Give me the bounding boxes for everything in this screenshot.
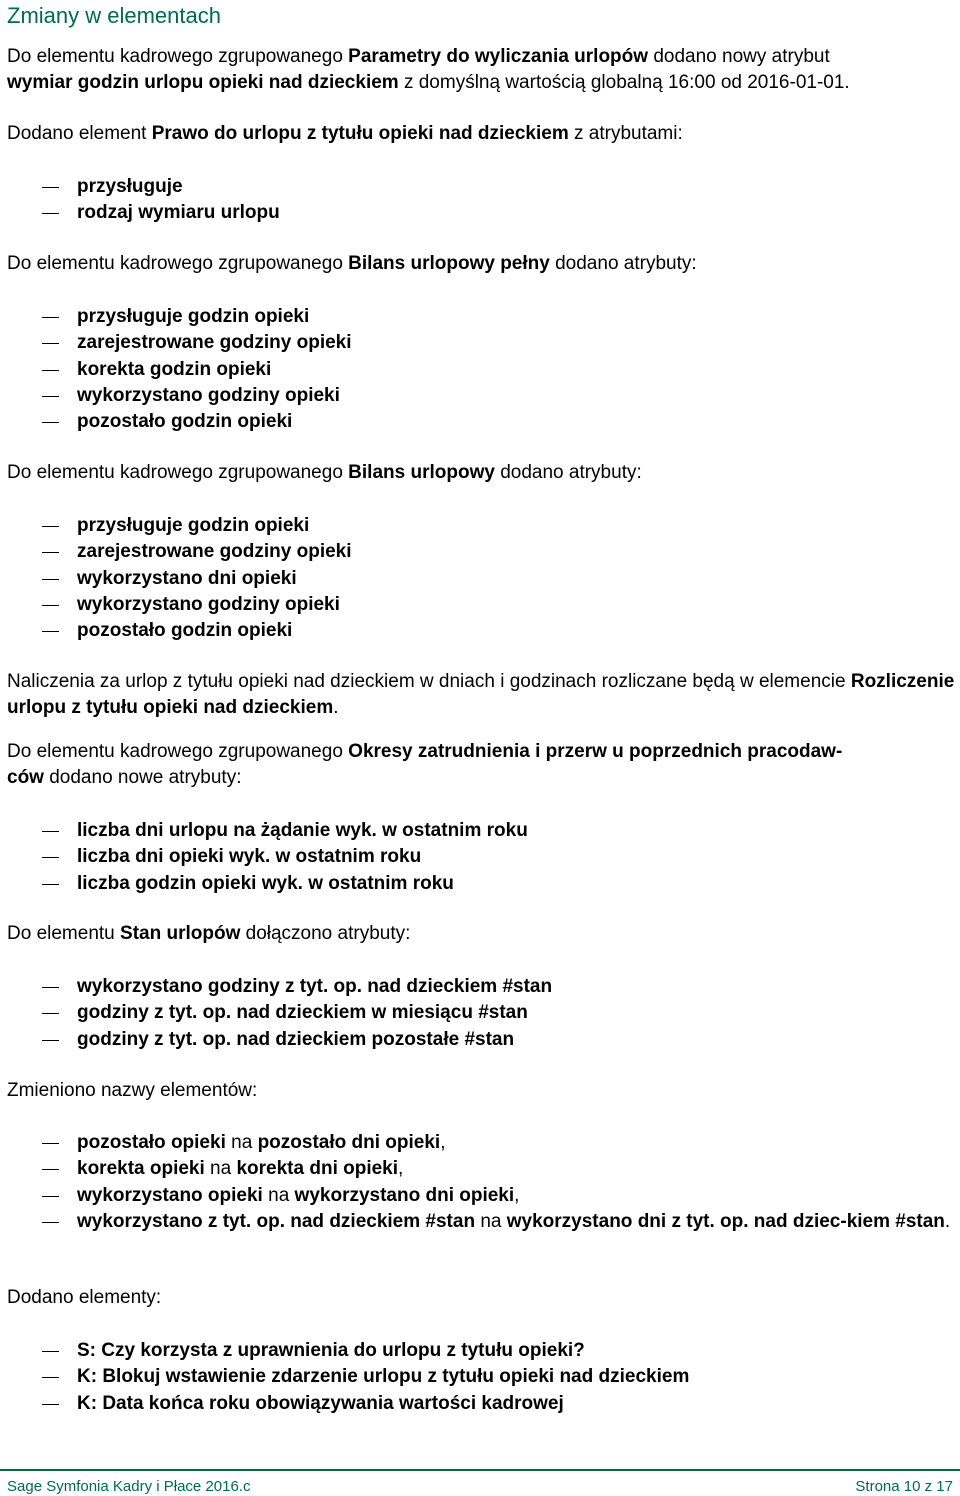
list-item: wykorzystano dni opieki <box>0 566 953 592</box>
dash-bullet-icon <box>42 884 59 885</box>
dash-bullet-icon <box>42 343 59 344</box>
list-bilans-pelny-attributes <box>0 304 960 435</box>
list-item: pozostało opieki na pozostało dni opieki, <box>0 1130 953 1156</box>
dash-bullet-icon <box>42 857 59 858</box>
dash-bullet-icon <box>42 1196 59 1197</box>
dash-bullet-icon <box>42 579 59 580</box>
footer-product-name: Sage Symfonia Kadry i Płace 2016.c <box>7 1478 251 1495</box>
dash-bullet-icon <box>42 213 59 214</box>
list-item: wykorzystano z tyt. op. nad dzieckiem #stan na wykorzystano dni z tyt. op. nad dziec-kiem #stan. <box>0 1209 953 1235</box>
paragraph-parametry: Do elementu kadrowego zgrupowanego Parametry do wyliczania urlopów dodano nowy atrybut wymiar godzin urlopu opieki nad dzieckiem z domyślną wartością globalną 16:00 od 2016-01-01. <box>7 46 850 93</box>
list-okresy-attributes <box>0 818 960 897</box>
list-item: liczba godzin opieki wyk. w ostatnim roku <box>0 871 953 897</box>
dash-bullet-icon <box>42 605 59 606</box>
dash-bullet-icon <box>42 1404 59 1405</box>
list-item: wykorzystano godziny opieki <box>0 592 953 618</box>
list-item: K: Data końca roku obowiązywania wartości kadrowej <box>0 1391 953 1417</box>
list-item: wykorzystano godziny opieki <box>0 383 953 409</box>
list-renamed-elements <box>0 1130 960 1235</box>
dash-bullet-icon <box>42 1169 59 1170</box>
dash-bullet-icon <box>42 1377 59 1378</box>
dash-bullet-icon <box>42 1351 59 1352</box>
list-item: rodzaj wymiaru urlopu <box>0 200 953 226</box>
list-item: liczba dni urlopu na żądanie wyk. w ostatnim roku <box>0 818 953 844</box>
list-bilans-attributes <box>0 513 960 644</box>
paragraph-bilans: Do elementu kadrowego zgrupowanego Bilans urlopowy dodano atrybuty: <box>7 462 642 483</box>
dash-bullet-icon <box>42 552 59 553</box>
list-item: przysługuje godzin opieki <box>0 304 953 330</box>
list-item: K: Blokuj wstawienie zdarzenie urlopu z tytułu opieki nad dzieckiem <box>0 1364 953 1390</box>
list-prawo-attributes <box>0 174 960 227</box>
list-item: wykorzystano godziny z tyt. op. nad dzieckiem #stan <box>0 974 953 1000</box>
list-item: przysługuje <box>0 174 953 200</box>
section-heading: Zmiany w elementach <box>7 3 221 28</box>
list-item: godziny z tyt. op. nad dzieckiem w miesiącu #stan <box>0 1000 953 1026</box>
list-item: S: Czy korzysta z uprawnienia do urlopu z tytułu opieki? <box>0 1338 953 1364</box>
list-item: korekta opieki na korekta dni opieki, <box>0 1156 953 1182</box>
dash-bullet-icon <box>42 1040 59 1041</box>
dash-bullet-icon <box>42 526 59 527</box>
paragraph-zmieniono-nazwy: Zmieniono nazwy elementów: <box>7 1080 258 1101</box>
dash-bullet-icon <box>42 422 59 423</box>
paragraph-bilans-pelny: Do elementu kadrowego zgrupowanego Bilans urlopowy pełny dodano atrybuty: <box>7 253 697 274</box>
dash-bullet-icon <box>42 396 59 397</box>
list-item: pozostało godzin opieki <box>0 409 953 435</box>
list-item: godziny z tyt. op. nad dzieckiem pozostałe #stan <box>0 1027 953 1053</box>
paragraph-dodano-elementy: Dodano elementy: <box>7 1287 162 1308</box>
footer-divider <box>0 1469 960 1471</box>
list-item: korekta godzin opieki <box>0 357 953 383</box>
list-item: przysługuje godzin opieki <box>0 513 953 539</box>
paragraph-naliczenia: Naliczenia za urlop z tytułu opieki nad dzieckiem w dniach i godzinach rozliczane będą w elemencie Rozliczenie urlopu z tytułu opieki nad dzieckiem. <box>7 671 955 718</box>
dash-bullet-icon <box>42 187 59 188</box>
paragraph-stan-urlopow: Do elementu Stan urlopów dołączono atrybuty: <box>7 923 411 944</box>
dash-bullet-icon <box>42 370 59 371</box>
list-added-elements <box>0 1338 960 1417</box>
dash-bullet-icon <box>42 631 59 632</box>
paragraph-okresy-zatrudnienia: Do elementu kadrowego zgrupowanego Okresy zatrudnienia i przerw u poprzednich pracodaw- ców dodano nowe atrybuty: <box>7 741 843 788</box>
dash-bullet-icon <box>42 831 59 832</box>
dash-bullet-icon <box>42 1013 59 1014</box>
list-item: pozostało godzin opieki <box>0 618 953 644</box>
list-item: wykorzystano opieki na wykorzystano dni opieki, <box>0 1183 953 1209</box>
dash-bullet-icon <box>42 1222 59 1223</box>
list-stan-urlopow-attributes <box>0 974 960 1053</box>
dash-bullet-icon <box>42 987 59 988</box>
dash-bullet-icon <box>42 1143 59 1144</box>
dash-bullet-icon <box>42 317 59 318</box>
paragraph-prawo-do-urlopu: Dodano element Prawo do urlopu z tytułu opieki nad dzieckiem z atrybutami: <box>7 123 683 144</box>
list-item: liczba dni opieki wyk. w ostatnim roku <box>0 844 953 870</box>
list-item: zarejestrowane godziny opieki <box>0 539 953 565</box>
footer-page-number: Strona 10 z 17 <box>855 1478 953 1495</box>
list-item: zarejestrowane godziny opieki <box>0 330 953 356</box>
